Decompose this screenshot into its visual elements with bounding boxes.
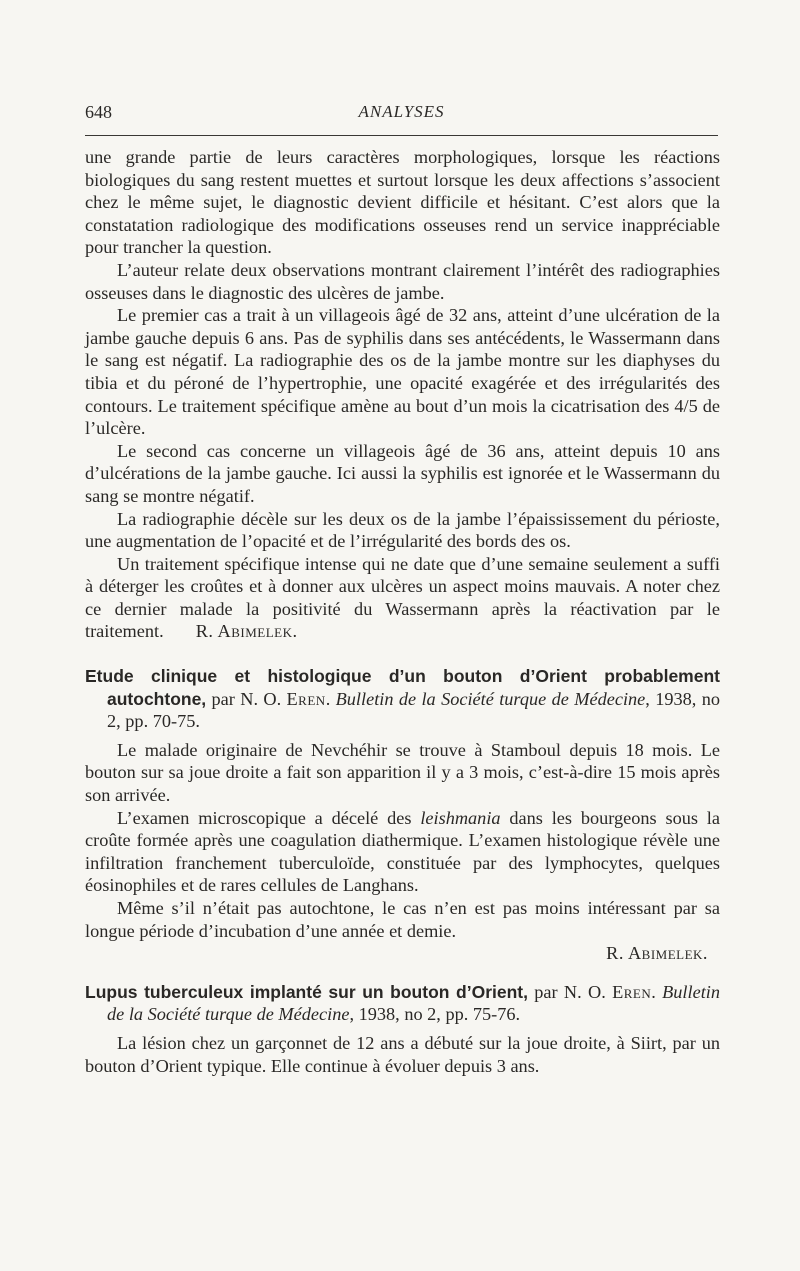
author-name: Eren (286, 688, 326, 709)
paragraph: La radiographie décèle sur les deux os de la jambe l’épaississement du périoste, une augmentation de l’opacité et de l’irrégularité des bords des os. (85, 508, 720, 552)
page-header (85, 102, 718, 128)
paragraph: La lésion chez un garçonnet de 12 ans a débuté sur la joue droite, à Siirt, par un bouton d’Orient typique. Elle continue à évoluer depuis 3 ans. (85, 1032, 720, 1076)
journal-name: Bulletin de la Société turque de Médecine (335, 688, 646, 709)
paragraph-text: dans les bourgeons sous la croûte formée après une coagulation diathermique. L’examen histologique révèle une infiltration franchement tuberculoïde, constituée par des lymphocytes, quelques éosinophiles et de rares cellules de Langhans. (85, 807, 720, 896)
paragraph: une grande partie de leurs caractères morphologiques, lorsque les réactions biologiques du sang restent muettes et surtout lorsque les deux affections s’associent chez le même sujet, le diagnostic devient difficile et hésitant. C’est alors que la constatation radiologique des modifications osseuses rend un service inappréciable pour trancher la question. (85, 147, 720, 258)
species-name: leishmania (420, 807, 501, 828)
paragraph: Le malade originaire de Nevchéhir se trouve à Stamboul depuis 18 mois. Le bouton sur sa joue droite a fait son apparition il y a 3 mois, c’est-à-dire 15 mois après son arrivée. (85, 739, 720, 806)
article-title: Lupus tuberculeux implanté sur un bouton d’Orient, (85, 981, 528, 1002)
page-number: 648 (85, 102, 112, 122)
author-name: Eren (612, 981, 652, 1002)
paragraph (85, 553, 720, 643)
author-suffix: . (325, 688, 336, 709)
paragraph-text: L’examen microscopique a décelé des (117, 807, 421, 828)
header-rule (85, 135, 718, 136)
author-suffix: . (651, 981, 663, 1002)
author-signature: R. Abimelek. (195, 621, 298, 642)
paragraph: Même s’il n’était pas autochtone, le cas n’en est pas moins intéressant par sa longue période d’incubation d’une année et demie. (85, 898, 720, 941)
authors-prefix: par N. O. (206, 688, 287, 709)
author-signature: R. Abimelek. (606, 943, 708, 964)
article-heading (85, 665, 720, 733)
citation-details: , 1938, no 2, pp. 75-76. (349, 1004, 521, 1025)
journal-name: Bulletin de la Société turque de Médecine (107, 981, 721, 1025)
paragraph: Le premier cas a trait à un villageois âgé de 32 ans, atteint d’une ulcération de la jambe gauche depuis 6 ans. Pas de syphilis dans ses antécédents, le Wassermann dans le sang est négatif. La radiographie des os de la jambe montre sur les diaphyses du tibia et du péroné de l’hypertrophie, une opacité exagérée et des irrégularités des contours. Le traitement spécifique amène au bout d’un mois la cicatrisation des 4/5 de l’ulcère. (85, 305, 720, 439)
paragraph (85, 807, 720, 897)
article-heading (85, 981, 720, 1026)
paragraph: Le second cas concerne un villageois âgé de 36 ans, atteint depuis 10 ans d’ulcérations de la jambe gauche. Ici aussi la syphilis est ignorée et le Wassermann du sang se montre négatif. (85, 440, 720, 506)
page-body (85, 146, 720, 1077)
running-title: ANALYSES (358, 102, 445, 121)
paragraph: L’auteur relate deux observations montrant clairement l’intérêt des radiographies osseuses dans le diagnostic des ulcères de jambe. (85, 259, 720, 303)
authors-prefix: par N. O. (528, 981, 613, 1002)
article-title: Etude clinique et histologique d’un bouton d’Orient probablement autochtone, (85, 666, 720, 709)
paragraph-text: Un traitement spécifique intense qui ne date que d’une semaine seulement a suffi à déterger les croûtes et à donner aux ulcères un aspect moins mauvais. A noter chez ce dernier malade la positivité du Wassermann après la réactivation par le traitement. (85, 553, 720, 642)
citation-details: , 1938, no 2, pp. 70-75. (107, 688, 721, 732)
